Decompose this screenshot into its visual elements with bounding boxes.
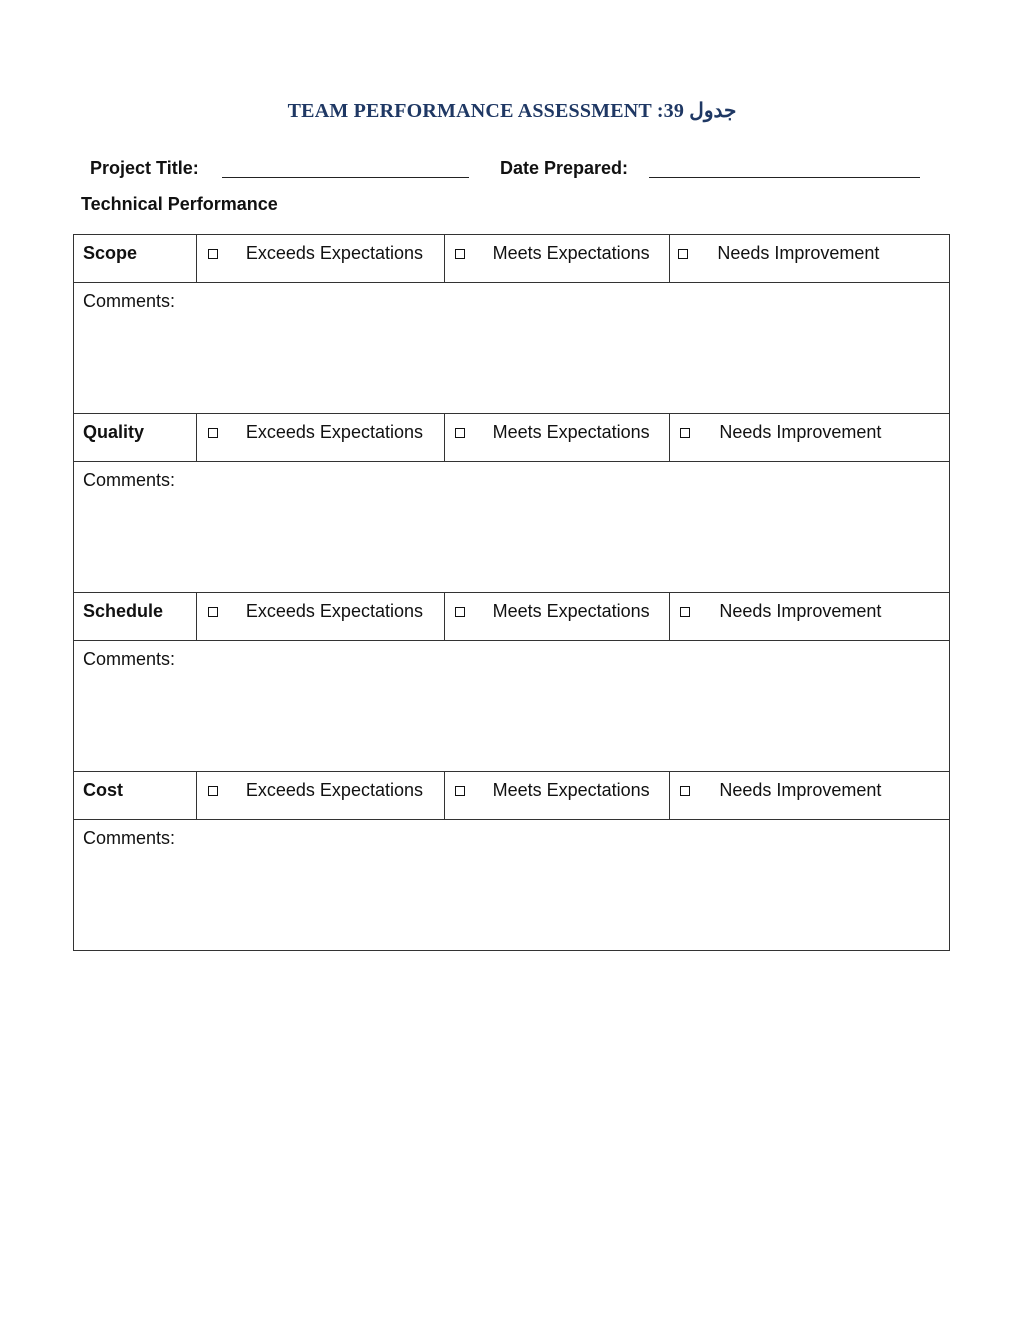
category-label: Cost <box>74 772 197 820</box>
checkbox-icon[interactable] <box>678 249 688 259</box>
comments-field[interactable] <box>74 820 950 951</box>
comments-row-quality <box>74 462 950 593</box>
comments-field[interactable] <box>74 462 950 593</box>
option-meets[interactable] <box>444 414 670 462</box>
checkbox-icon[interactable] <box>680 786 690 796</box>
checkbox-icon[interactable] <box>208 249 218 259</box>
option-label: Needs Improvement <box>719 601 882 621</box>
option-needs[interactable] <box>670 772 950 820</box>
option-label: Exceeds Expectations <box>245 243 423 263</box>
project-title-field[interactable] <box>222 177 469 178</box>
option-label: Meets Expectations <box>492 422 650 442</box>
option-meets[interactable] <box>444 235 670 283</box>
comments-row-schedule <box>74 641 950 772</box>
comments-row-scope <box>74 283 950 414</box>
checkbox-icon[interactable] <box>455 249 465 259</box>
option-label: Needs Improvement <box>719 780 882 800</box>
checkbox-icon[interactable] <box>455 786 465 796</box>
option-exceeds[interactable] <box>196 772 444 820</box>
option-label: Meets Expectations <box>492 601 650 621</box>
date-prepared-label: Date Prepared: <box>500 158 629 178</box>
date-prepared-field[interactable] <box>649 177 920 178</box>
rating-row-cost <box>74 772 950 820</box>
checkbox-icon[interactable] <box>455 428 465 438</box>
rating-row-quality <box>74 414 950 462</box>
comments-row-cost <box>74 820 950 951</box>
page-title: TEAM PERFORMANCE ASSESSMENT :39 جدول <box>287 100 737 122</box>
option-exceeds[interactable] <box>196 414 444 462</box>
checkbox-icon[interactable] <box>680 607 690 617</box>
rating-row-schedule <box>74 593 950 641</box>
option-label: Exceeds Expectations <box>245 601 423 621</box>
option-needs[interactable] <box>670 414 950 462</box>
option-label: Exceeds Expectations <box>245 780 423 800</box>
option-needs[interactable] <box>670 235 950 283</box>
checkbox-icon[interactable] <box>208 786 218 796</box>
comments-label: Comments: <box>83 470 176 490</box>
assessment-table <box>73 234 950 951</box>
option-needs[interactable] <box>670 593 950 641</box>
option-label: Needs Improvement <box>719 422 882 442</box>
checkbox-icon[interactable] <box>680 428 690 438</box>
option-label: Meets Expectations <box>492 243 650 263</box>
section-title: Technical Performance <box>81 194 278 214</box>
checkbox-icon[interactable] <box>208 607 218 617</box>
category-label: Scope <box>74 235 197 283</box>
option-exceeds[interactable] <box>196 235 444 283</box>
comments-label: Comments: <box>83 291 176 311</box>
option-label: Needs Improvement <box>717 243 880 263</box>
comments-field[interactable] <box>74 283 950 414</box>
category-label: Quality <box>74 414 197 462</box>
comments-field[interactable] <box>74 641 950 772</box>
option-label: Meets Expectations <box>492 780 650 800</box>
option-meets[interactable] <box>444 593 670 641</box>
project-title-label: Project Title: <box>90 158 199 178</box>
option-exceeds[interactable] <box>196 593 444 641</box>
option-meets[interactable] <box>444 772 670 820</box>
comments-label: Comments: <box>83 828 176 848</box>
comments-label: Comments: <box>83 649 176 669</box>
checkbox-icon[interactable] <box>208 428 218 438</box>
checkbox-icon[interactable] <box>455 607 465 617</box>
option-label: Exceeds Expectations <box>245 422 423 442</box>
category-label: Schedule <box>74 593 197 641</box>
rating-row-scope <box>74 235 950 283</box>
